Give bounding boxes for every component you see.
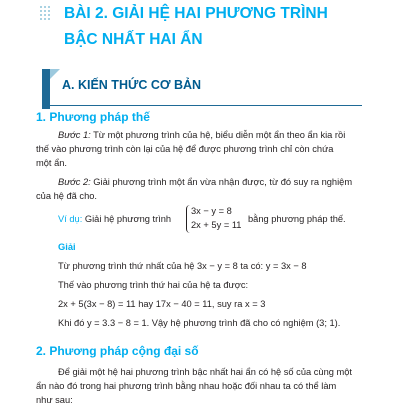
lesson-title-line1: BÀI 2. GIẢI HỆ HAI PHƯƠNG TRÌNH <box>64 5 328 22</box>
example-label: Ví dụ: <box>58 214 83 224</box>
lesson-title <box>64 4 328 50</box>
step1-line1: Bước 1: Từ một phương trình của hệ, biểu diễn một ẩn theo ẩn kia rồi <box>58 130 346 140</box>
step2-line2: của hệ đã cho. <box>36 191 97 201</box>
step1-line3: một ẩn. <box>36 158 68 168</box>
system-equation-2: 2x + 5y = 11 <box>191 220 242 230</box>
subsection-1-title: 1. Phương pháp thế <box>36 110 150 124</box>
step1-line2: thế vào phương trình còn lại của hệ để được phương trình chỉ còn chứa <box>36 144 334 154</box>
solution-line2: Thế vào phương trình thứ hai của hệ ta được: <box>58 280 249 290</box>
title-dots-ornament <box>40 6 60 22</box>
section-a-title: A. KIẾN THỨC CƠ BẢN <box>62 78 202 92</box>
section-a-underline <box>42 105 362 106</box>
subsection-2-line1: Để giải một hệ hai phương trình bậc nhất hai ẩn có hệ số của cùng một <box>58 367 352 377</box>
lesson-title-line2: BẬC NHẤT HAI ẨN <box>64 31 203 48</box>
subsection-2-title: 2. Phương pháp cộng đại số <box>36 344 199 358</box>
solution-label: Giải <box>58 242 76 252</box>
solution-line1: Từ phương trình thứ nhất của hệ 3x − y = 8 ta có: y = 3x − 8 <box>58 261 307 271</box>
example-suffix: bằng phương pháp thế. <box>248 214 346 224</box>
subsection-2-line2: ẩn nào đó trong hai phương trình bằng nhau hoặc đối nhau ta có thể làm <box>36 381 337 391</box>
equation-system <box>186 205 241 233</box>
step1-label: Bước 1: <box>58 130 91 140</box>
system-equation-1: 3x − y = 8 <box>191 206 232 216</box>
example-intro: Ví dụ: Giải hệ phương trình <box>58 214 172 224</box>
step2-label: Bước 2: <box>58 177 91 187</box>
step2-line1: Bước 2: Giải phương trình một ẩn vừa nhận được, từ đó suy ra nghiệm <box>58 177 353 187</box>
subsection-2-line3: như sau: <box>36 395 73 405</box>
solution-line3: 2x + 5(3x − 8) = 11 hay 17x − 40 = 11, suy ra x = 3 <box>58 299 266 309</box>
solution-line4: Khi đó y = 3.3 − 8 = 1. Vậy hệ phương trình đã cho có nghiệm (3; 1). <box>58 318 341 328</box>
